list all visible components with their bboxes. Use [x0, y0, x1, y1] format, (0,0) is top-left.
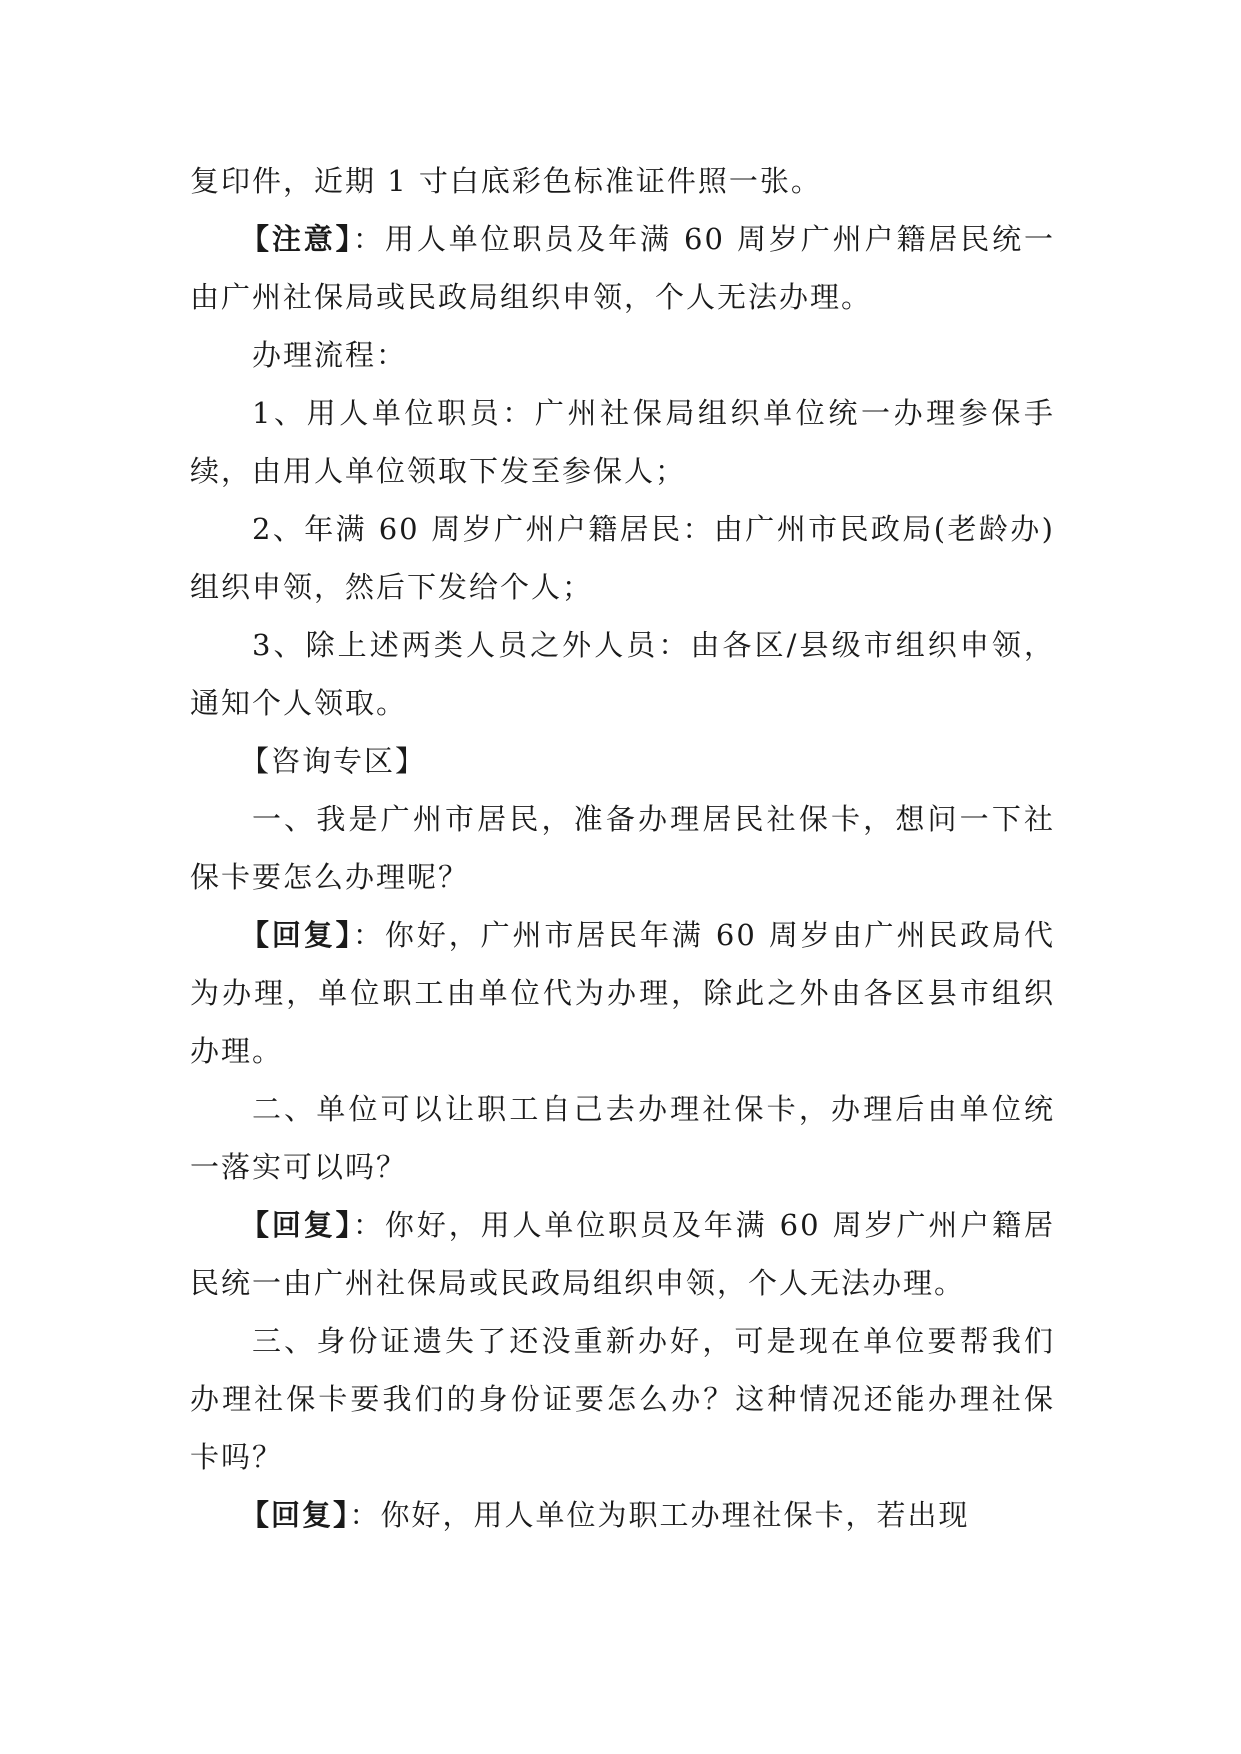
paragraph-text: 【咨询专区】 [240, 744, 427, 778]
paragraph-text: ：你好，用人单位为职工办理社保卡，若出现 [349, 1498, 970, 1532]
paragraph-process-step-2 [190, 500, 1055, 616]
paragraph-reply-3 [190, 1486, 1055, 1544]
reply-label: 【回复】 [240, 1208, 354, 1242]
paragraph-process-heading [190, 326, 1055, 384]
paragraph-question-1 [190, 790, 1055, 906]
paragraph-text: 一、我是广州市居民，准备办理居民社保卡，想问一下社保卡要怎么办理呢？ [190, 802, 1055, 894]
paragraph-reply-2 [190, 1196, 1055, 1312]
paragraph-process-step-3 [190, 616, 1055, 732]
paragraph-text: 三、身份证遗失了还没重新办好，可是现在单位要帮我们办理社保卡要我们的身份证要怎么办？这种情况还能办理社保卡吗？ [190, 1324, 1055, 1474]
paragraph-photo-requirement [190, 152, 1055, 210]
paragraph-text: ：用人单位职员及年满 60 周岁广州户籍居民统一由广州社保局或民政局组织申领，个人无法办理。 [190, 222, 1055, 314]
paragraph-text: 复印件，近期 1 寸白底彩色标准证件照一张。 [190, 164, 822, 198]
reply-label: 【回复】 [240, 1498, 350, 1532]
paragraph-text: ：你好，广州市居民年满 60 周岁由广州民政局代为办理，单位职工由单位代为办理，除此之外由各区县市组织办理。 [190, 918, 1055, 1068]
paragraph-notice [190, 210, 1055, 326]
paragraph-question-2 [190, 1080, 1055, 1196]
paragraph-text: 二、单位可以让职工自己去办理社保卡，办理后由单位统一落实可以吗？ [190, 1092, 1055, 1184]
paragraph-consultation-heading [190, 732, 1055, 790]
paragraph-text: ：你好，用人单位职员及年满 60 周岁广州户籍居民统一由广州社保局或民政局组织申领，个人无法办理。 [190, 1208, 1055, 1300]
paragraph-reply-1 [190, 906, 1055, 1080]
reply-label: 【回复】 [240, 918, 354, 952]
paragraph-text: 3、除上述两类人员之外人员：由各区/县级市组织申领，通知个人领取。 [190, 628, 1055, 720]
document-body [190, 152, 1055, 1544]
paragraph-text: 2、年满 60 周岁广州户籍居民：由广州市民政局(老龄办)组织申领，然后下发给个人； [190, 512, 1055, 604]
paragraph-process-step-1 [190, 384, 1055, 500]
paragraph-question-3 [190, 1312, 1055, 1486]
paragraph-text: 1、用人单位职员：广州社保局组织单位统一办理参保手续，由用人单位领取下发至参保人； [190, 396, 1055, 488]
paragraph-text: 办理流程： [252, 338, 408, 372]
notice-label: 【注意】 [240, 222, 354, 256]
